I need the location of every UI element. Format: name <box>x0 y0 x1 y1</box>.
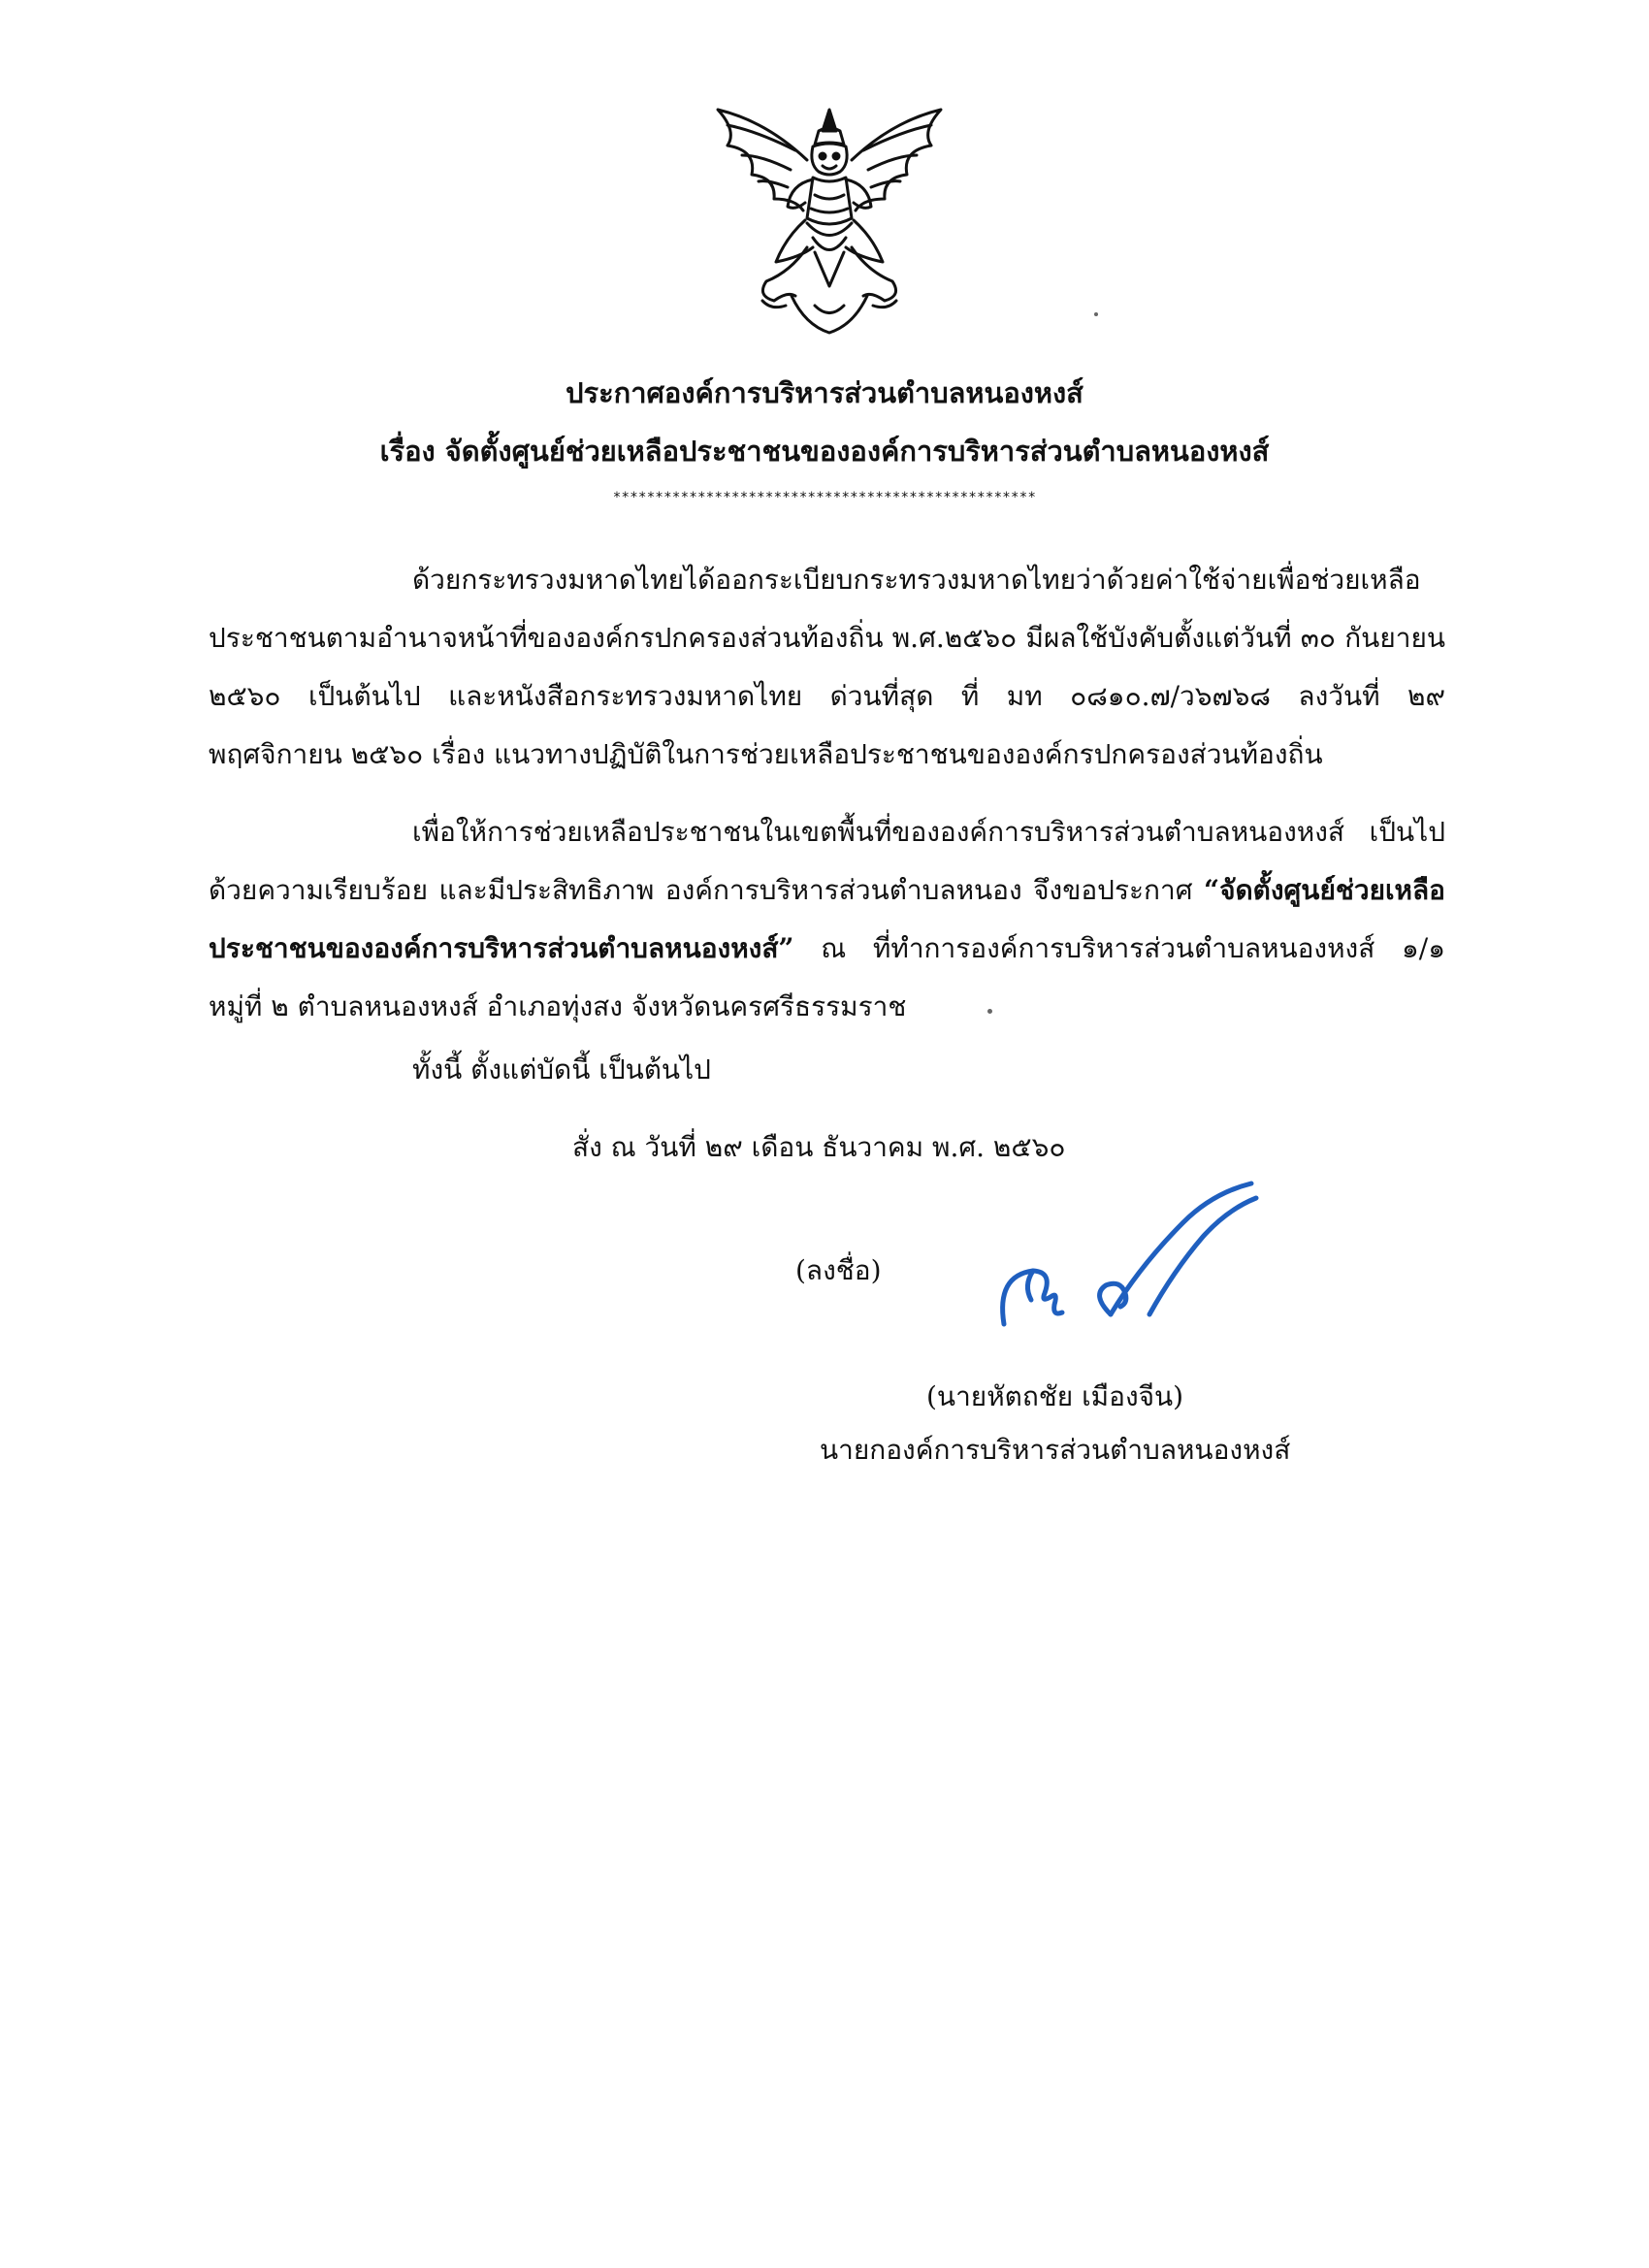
paragraph-2-line-3-text: ณ ที่ทำการองค์การบริหารส่วนตำบลหนองหงส์ ๑/๑ <box>793 932 1445 964</box>
center-name-part-2: ประชาชนขององค์การบริหารส่วนตำบลหนองหงส์” <box>209 932 794 964</box>
issue-date: สั่ง ณ วันที่ ๒๙ เดือน ธันวาคม พ.ศ. ๒๕๖๐ <box>572 1131 1066 1163</box>
signer-position: นายกองค์การบริหารส่วนตำบลหนองหงส์ <box>820 1434 1291 1466</box>
separator-line: ************************************************** <box>612 490 1037 505</box>
paragraph-2-line-1: เพื่อให้การช่วยเหลือประชาชนในเขตพื้นที่ขององค์การบริหารส่วนตำบลหนองหงส์ เป็นไป <box>412 816 1445 848</box>
paragraph-2-line-2-text: ด้วยความเรียบร้อย และมีประสิทธิภาพ องค์การบริหารส่วนตำบลหนอง จึงขอประกาศ <box>209 874 1204 906</box>
paragraph-1-line-1: ด้วยกระทรวงมหาดไทยได้ออกระเบียบกระทรวงมหาดไทยว่าด้วยค่าใช้จ่ายเพื่อช่วยเหลือ <box>412 564 1421 596</box>
paragraph-2-line-4: หมู่ที่ ๒ ตำบลหนองหงส์ อำเภอทุ่งสง จังหวัดนครศรีธรรมราช <box>209 990 907 1022</box>
signer-name: (นายหัตถชัย เมืองจีน) <box>926 1380 1184 1412</box>
handwritten-signature <box>994 1179 1285 1344</box>
scan-speck <box>987 1009 992 1014</box>
paragraph-2-line-3 <box>209 929 1445 968</box>
paragraph-2-line-2 <box>209 871 1445 910</box>
sign-label: (ลงชื่อ) <box>795 1254 882 1286</box>
paragraph-1-line-4: พฤศจิกายน ๒๕๖๐ เรื่อง แนวทางปฏิบัติในการช่วยเหลือประชาชนขององค์กรปกครองส่วนท้องถิ่น <box>209 738 1323 770</box>
garuda-emblem-icon <box>698 102 960 344</box>
announcement-title: ประกาศองค์การบริหารส่วนตำบลหนองหงส์ <box>566 376 1083 409</box>
paragraph-1-line-2: ประชาชนตามอำนาจหน้าที่ขององค์กรปกครองส่วนท้องถิ่น พ.ศ.๒๕๖๐ มีผลใช้บังคับตั้งแต่วันที่ ๓๐ กันยายน <box>209 622 1445 654</box>
center-name-part-1: “จัดตั้งศูนย์ช่วยเหลือ <box>1203 874 1445 906</box>
announcement-subject: เรื่อง จัดตั้งศูนย์ช่วยเหลือประชาชนขององค์การบริหารส่วนตำบลหนองหงส์ <box>379 435 1270 468</box>
paragraph-1-line-3: ๒๕๖๐ เป็นต้นไป และหนังสือกระทรวงมหาดไทย ด่วนที่สุด ที่ มท ๐๘๑๐.๗/ว๖๗๖๘ ลงวันที่ ๒๙ <box>209 680 1445 712</box>
scan-speck <box>1094 312 1098 316</box>
effective-clause: ทั้งนี้ ตั้งแต่บัดนี้ เป็นต้นไป <box>412 1053 711 1085</box>
